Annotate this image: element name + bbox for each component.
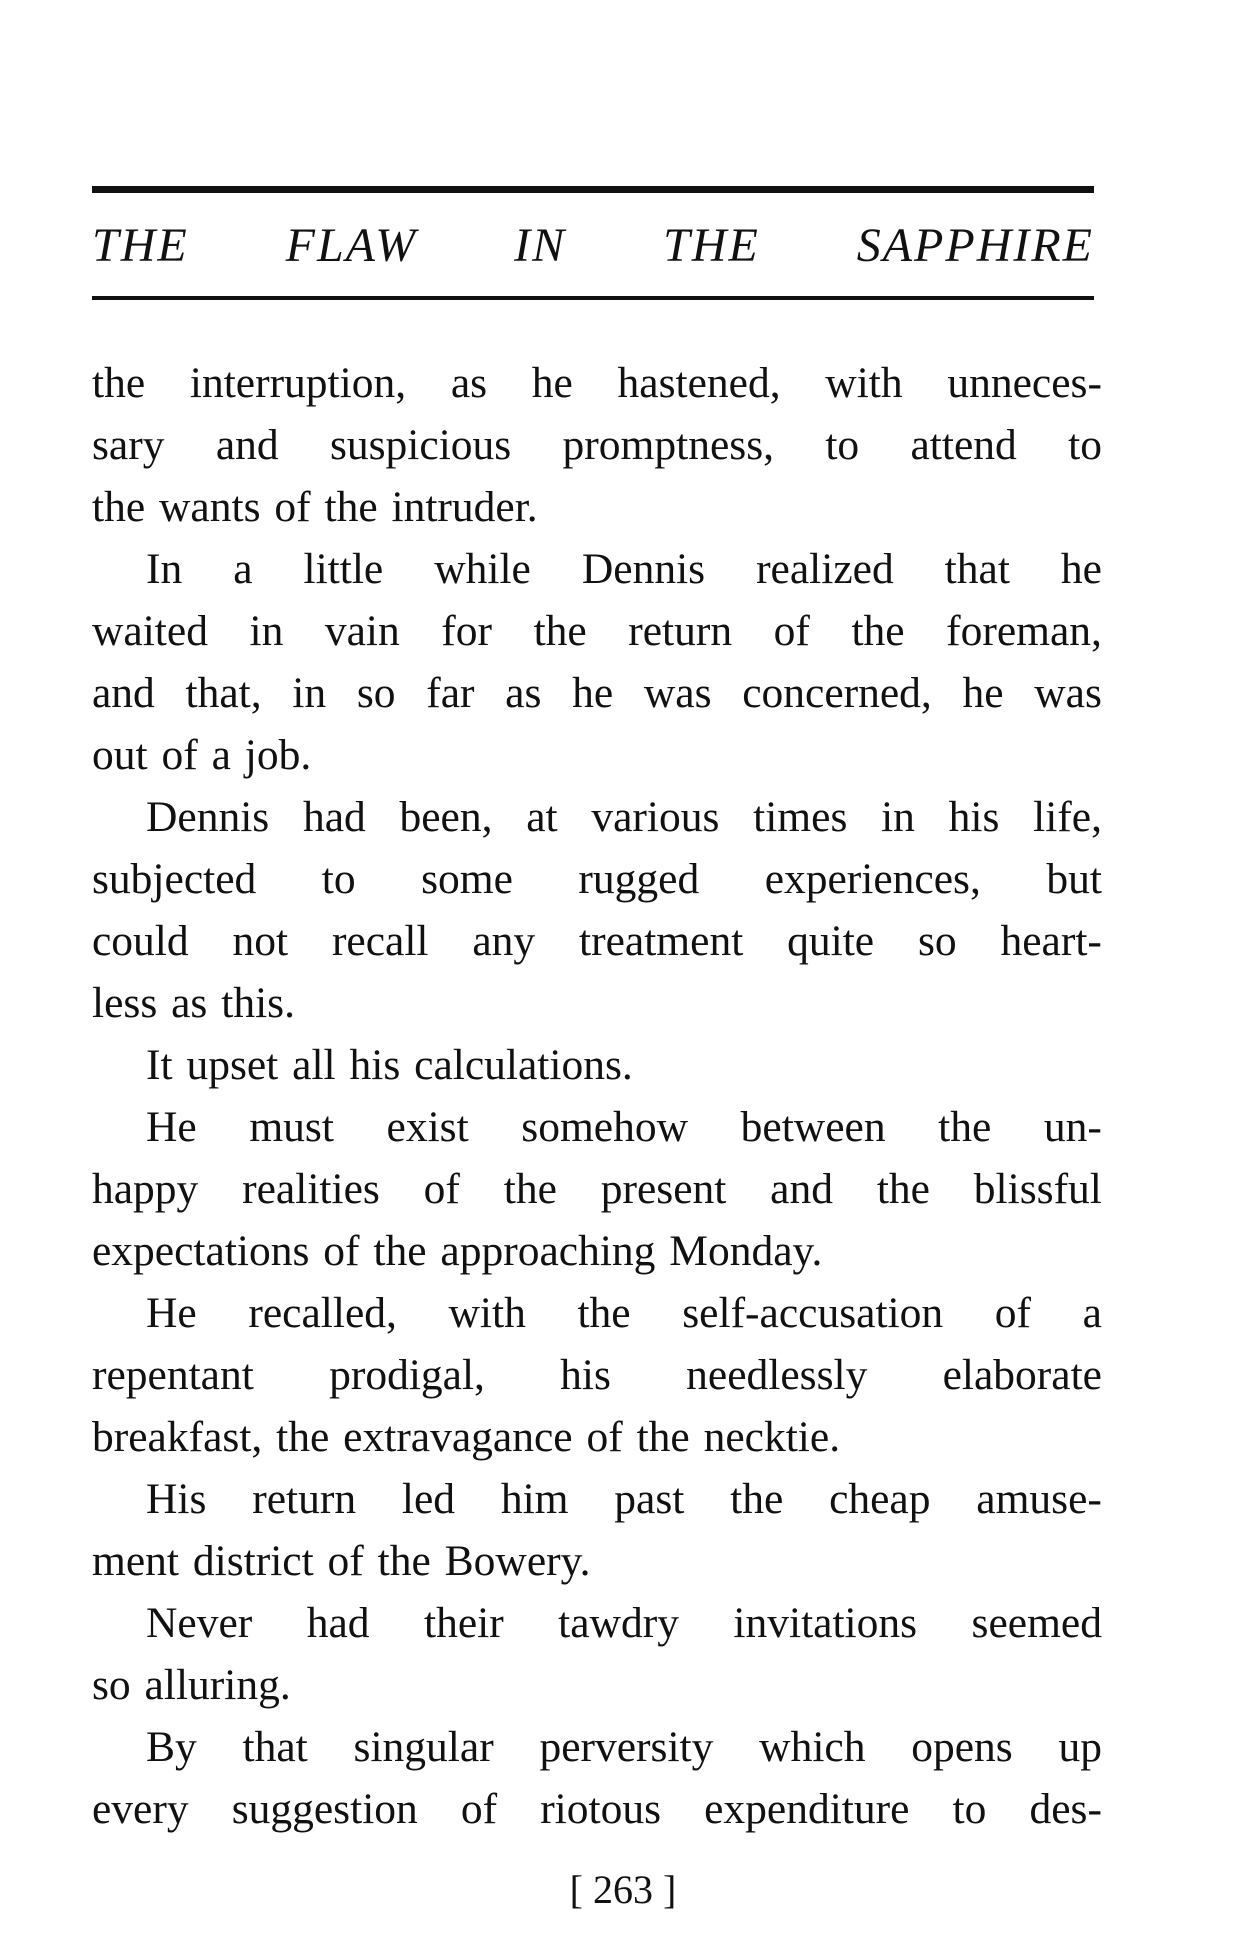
word: return — [252, 1475, 357, 1523]
word: un- — [1043, 1103, 1102, 1151]
running-head-word: FLAW — [285, 218, 418, 272]
word: of — [773, 607, 810, 655]
word: waited — [92, 607, 208, 655]
paragraph — [92, 1716, 1102, 1840]
paragraph — [92, 352, 1102, 538]
word: the — [938, 1103, 992, 1151]
word: Dennis — [581, 545, 706, 593]
word: could — [92, 917, 189, 965]
header-rule-bottom — [92, 296, 1094, 300]
word: of — [423, 1165, 460, 1213]
running-head-word: IN — [514, 218, 567, 272]
word: he — [531, 359, 573, 407]
word: for — [441, 607, 493, 655]
text-line — [92, 1282, 1102, 1344]
line-text: breakfast, the extravagance of the necktie. — [92, 1413, 841, 1461]
word: to — [825, 421, 860, 469]
word: tawdry — [558, 1599, 679, 1647]
word: had — [302, 793, 366, 841]
word: somehow — [521, 1103, 689, 1151]
word: between — [740, 1103, 886, 1151]
word: recall — [331, 917, 429, 965]
word: suggestion — [231, 1785, 418, 1833]
word: he — [962, 669, 1004, 717]
word: cheap — [829, 1475, 931, 1523]
text-line — [92, 972, 1102, 1034]
word: sary — [92, 421, 165, 469]
text-line — [92, 910, 1102, 972]
word: amuse- — [976, 1475, 1102, 1523]
word: rugged — [578, 855, 700, 903]
word: so — [356, 669, 396, 717]
text-line — [92, 1220, 1102, 1282]
line-text: less as this. — [92, 979, 295, 1027]
word: with — [448, 1289, 526, 1337]
word: subjected — [92, 855, 257, 903]
word: to — [952, 1785, 987, 1833]
word: His — [146, 1475, 207, 1523]
line-text: It upset all his calculations. — [146, 1041, 633, 1089]
text-line — [92, 600, 1102, 662]
word: up — [1058, 1723, 1102, 1771]
word: that, — [185, 669, 262, 717]
word: various — [591, 793, 720, 841]
word: far — [426, 669, 475, 717]
text-line — [92, 848, 1102, 910]
body-text — [92, 352, 1102, 1840]
word: and — [770, 1165, 833, 1213]
text-line — [92, 662, 1102, 724]
paragraph — [92, 1034, 1102, 1096]
word: He — [146, 1289, 197, 1337]
word: the — [851, 607, 905, 655]
word: and — [215, 421, 279, 469]
word: past — [614, 1475, 685, 1523]
word: his — [560, 1351, 611, 1399]
running-head-word: SAPPHIRE — [856, 218, 1094, 272]
text-line — [92, 1406, 1102, 1468]
word: to — [321, 855, 356, 903]
word: times — [753, 793, 848, 841]
word: the — [577, 1289, 631, 1337]
word: recalled, — [248, 1289, 397, 1337]
word: He — [146, 1103, 197, 1151]
word: had — [306, 1599, 370, 1647]
word: been, — [399, 793, 493, 841]
word: the — [730, 1475, 784, 1523]
text-line — [92, 786, 1102, 848]
text-line — [92, 1530, 1102, 1592]
word: Never — [146, 1599, 253, 1647]
word: Dennis — [146, 793, 270, 841]
word: foreman, — [946, 607, 1102, 655]
word: prodigal, — [329, 1351, 485, 1399]
header-rule-top — [92, 186, 1094, 193]
word: every — [92, 1785, 189, 1833]
word: life, — [1033, 793, 1102, 841]
word: little — [303, 545, 384, 593]
word: which — [759, 1723, 866, 1771]
word: at — [526, 793, 558, 841]
page-number: [ 263 ] — [569, 1867, 677, 1912]
text-line — [92, 538, 1102, 600]
word: needlessly — [686, 1351, 868, 1399]
word: heart- — [1000, 917, 1102, 965]
word: concerned, — [742, 669, 932, 717]
word: invitations — [733, 1599, 918, 1647]
word: was — [643, 669, 712, 717]
word: perversity — [539, 1723, 714, 1771]
text-line — [92, 414, 1102, 476]
word: present — [600, 1165, 727, 1213]
word: in — [881, 793, 915, 841]
word: opens — [911, 1723, 1013, 1771]
word: any — [472, 917, 536, 965]
word: the — [533, 607, 587, 655]
word: quite — [787, 917, 875, 965]
word: he — [572, 669, 614, 717]
word: led — [401, 1475, 456, 1523]
text-line — [92, 1592, 1102, 1654]
word: the — [876, 1165, 930, 1213]
word: repentant — [92, 1351, 254, 1399]
paragraph — [92, 1592, 1102, 1716]
word: that — [944, 545, 1010, 593]
word: must — [249, 1103, 334, 1151]
word: hastened, — [617, 359, 781, 407]
word: exist — [386, 1103, 469, 1151]
line-text: so alluring. — [92, 1661, 291, 1709]
word: their — [423, 1599, 504, 1647]
running-head — [92, 214, 1094, 276]
word: interruption, — [189, 359, 407, 407]
text-line — [92, 1778, 1102, 1840]
word: in — [249, 607, 284, 655]
word: a — [1082, 1289, 1102, 1337]
word: seemed — [971, 1599, 1102, 1647]
word: singular — [353, 1723, 494, 1771]
word: as — [505, 669, 542, 717]
text-line — [92, 1654, 1102, 1716]
word: with — [825, 359, 903, 407]
text-line — [92, 352, 1102, 414]
word: experiences, — [764, 855, 981, 903]
text-line — [92, 1034, 1102, 1096]
word: promptness, — [562, 421, 774, 469]
word: des- — [1029, 1785, 1102, 1833]
word: a — [233, 545, 253, 593]
paragraph — [92, 538, 1102, 786]
line-text: out of a job. — [92, 731, 312, 779]
word: realized — [756, 545, 894, 593]
word: of — [994, 1289, 1031, 1337]
line-text: the wants of the intruder. — [92, 483, 538, 531]
word: the — [92, 359, 146, 407]
word: suspicious — [329, 421, 512, 469]
word: treatment — [579, 917, 744, 965]
paragraph — [92, 1468, 1102, 1592]
word: return — [628, 607, 733, 655]
text-line — [92, 724, 1102, 786]
word: and — [92, 669, 155, 717]
word: vain — [324, 607, 400, 655]
word: some — [421, 855, 513, 903]
word: unneces- — [947, 359, 1102, 407]
word: his — [948, 793, 1000, 841]
word: that — [242, 1723, 308, 1771]
word: self-accusation — [682, 1289, 944, 1337]
text-line — [92, 1344, 1102, 1406]
word: he — [1060, 545, 1102, 593]
word: expenditure — [704, 1785, 910, 1833]
running-head-word: THE — [92, 218, 189, 272]
paragraph — [92, 1282, 1102, 1468]
word: realities — [242, 1165, 380, 1213]
word: riotous — [540, 1785, 662, 1833]
text-line — [92, 1716, 1102, 1778]
word: but — [1046, 855, 1102, 903]
line-text: ment district of the Bowery. — [92, 1537, 591, 1585]
word: as — [450, 359, 488, 407]
word: elaborate — [942, 1351, 1102, 1399]
line-text: expectations of the approaching Monday. — [92, 1227, 823, 1275]
word: so — [917, 917, 957, 965]
text-line — [92, 1468, 1102, 1530]
text-line — [92, 476, 1102, 538]
word: blissful — [973, 1165, 1102, 1213]
word: In — [146, 545, 183, 593]
word: in — [292, 669, 327, 717]
word: happy — [92, 1165, 199, 1213]
word: attend — [910, 421, 1017, 469]
word: of — [460, 1785, 498, 1833]
paragraph — [92, 1096, 1102, 1282]
word: not — [232, 917, 289, 965]
word: was — [1034, 669, 1102, 717]
text-line — [92, 1096, 1102, 1158]
word: him — [500, 1475, 569, 1523]
text-line — [92, 1158, 1102, 1220]
word: while — [434, 545, 531, 593]
running-head-word: THE — [663, 218, 760, 272]
word: the — [503, 1165, 557, 1213]
word: to — [1068, 421, 1102, 469]
paragraph — [92, 786, 1102, 1034]
word: By — [146, 1723, 197, 1771]
